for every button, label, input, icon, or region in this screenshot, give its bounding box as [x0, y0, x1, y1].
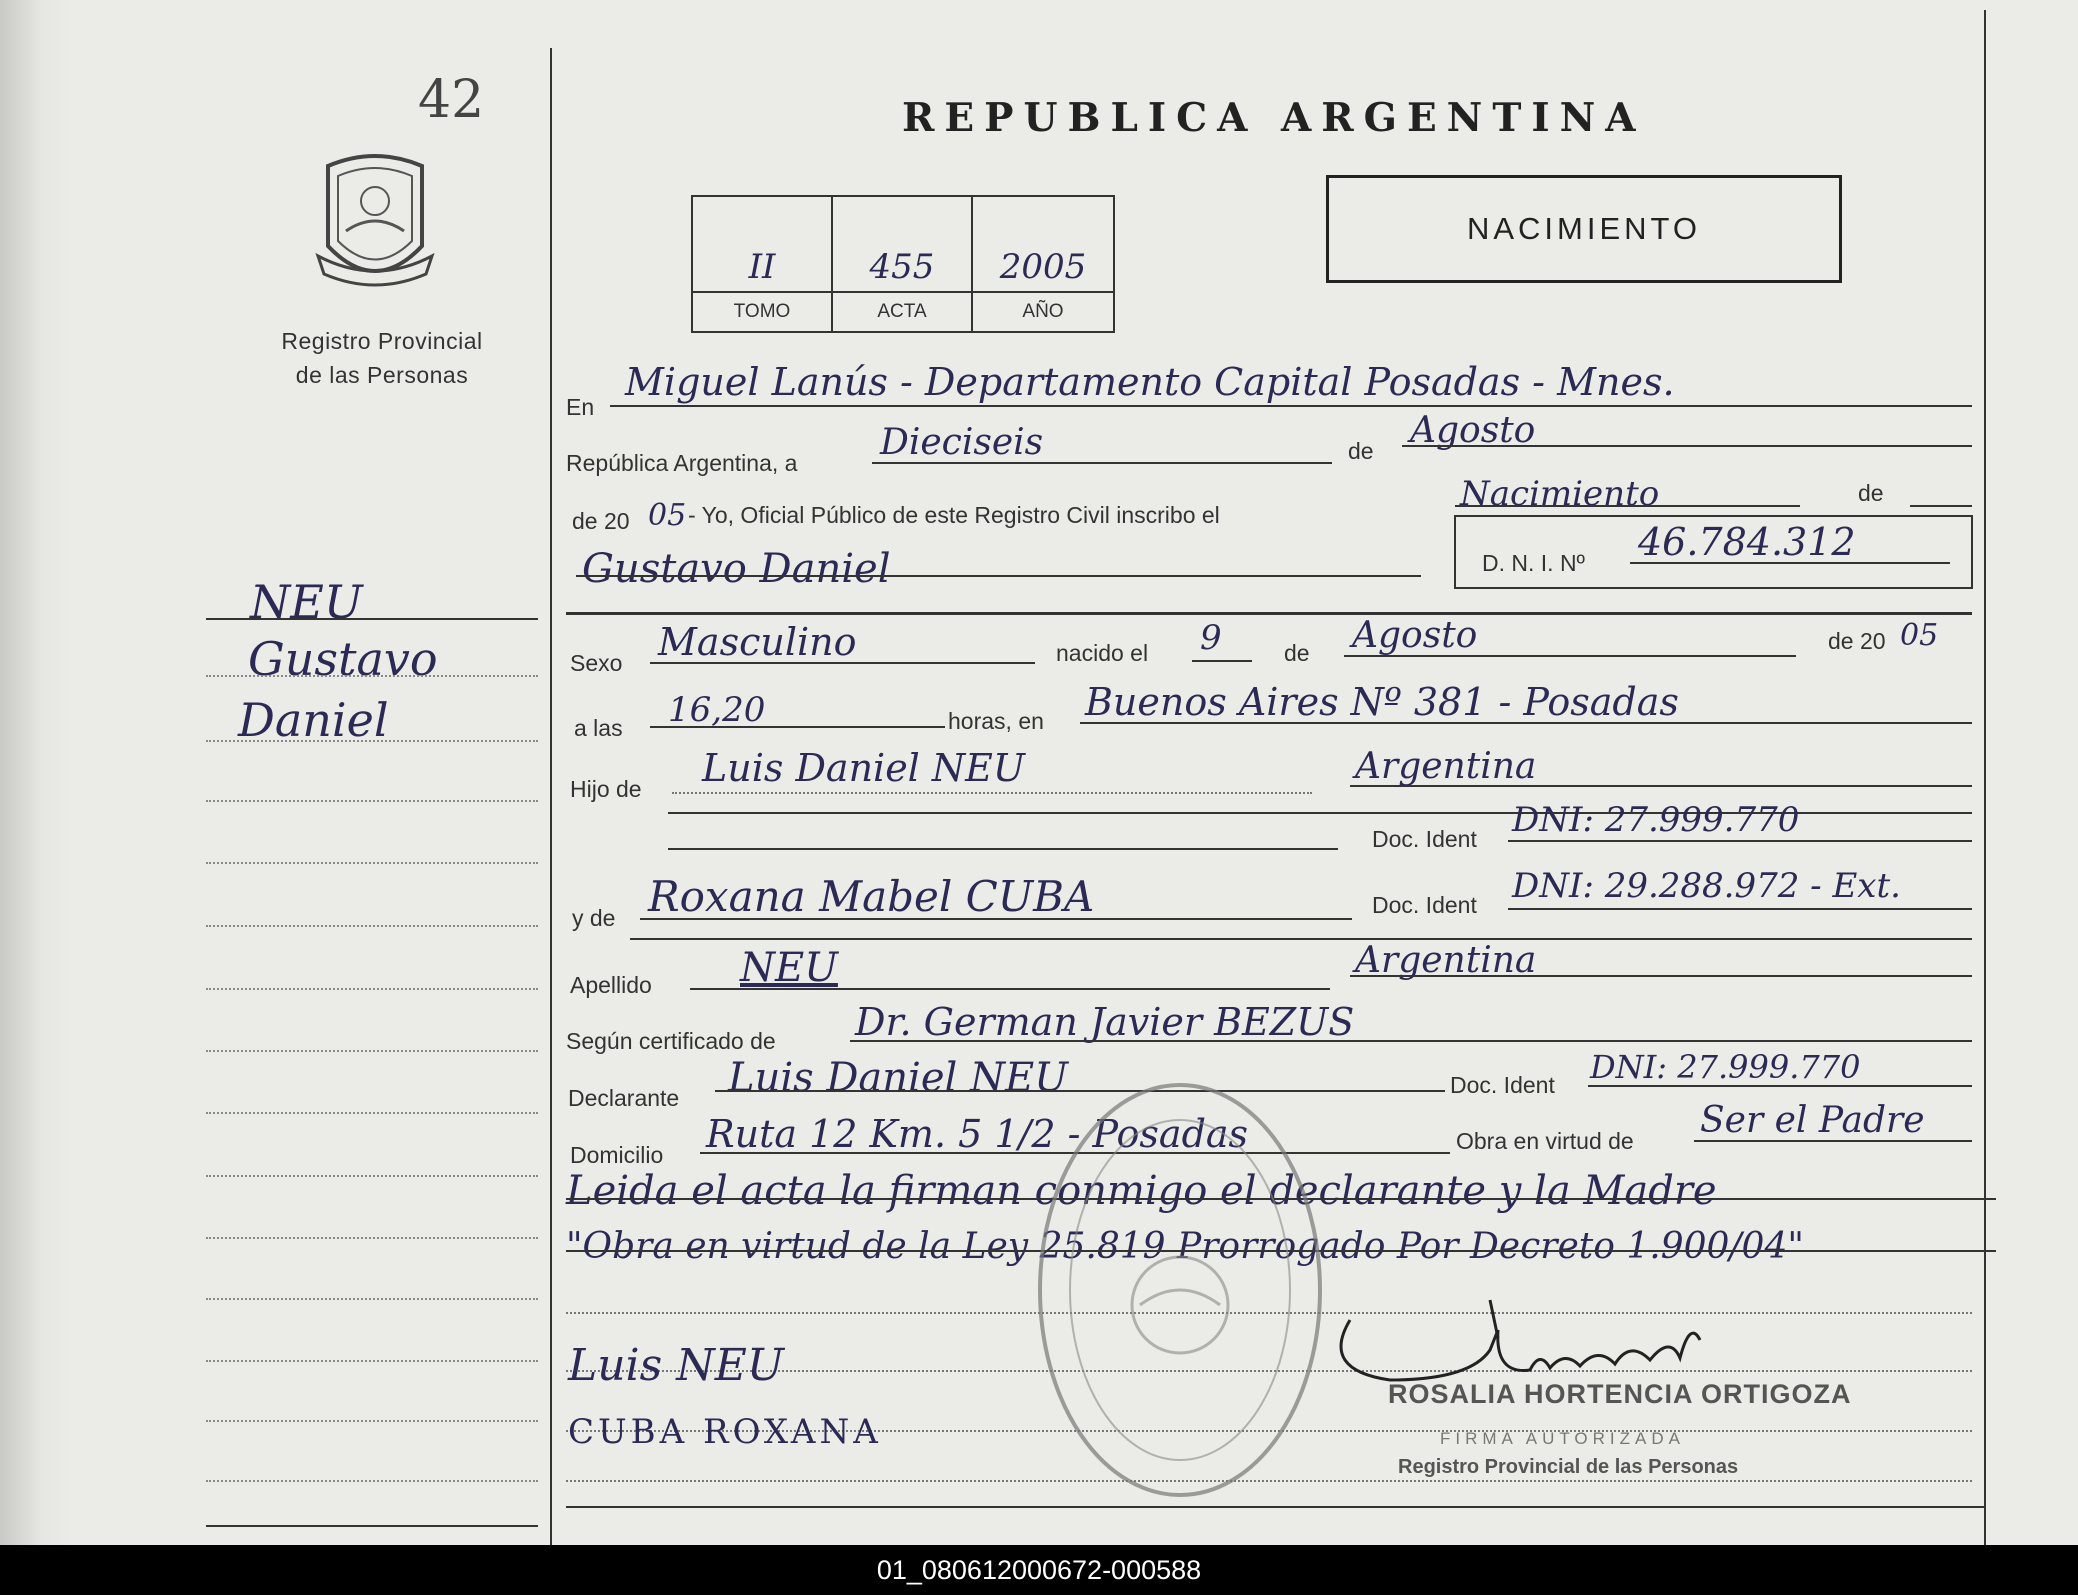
child-name-value: Gustavo Daniel: [582, 546, 891, 592]
margin-surname: NEU: [250, 575, 363, 629]
registry-name-line-2: de las Personas: [295, 362, 469, 388]
certificado-label: Según certificado de: [566, 1028, 776, 1054]
father-doc-value: DNI: 27.999.770: [1512, 800, 1800, 840]
month-value: Agosto: [1410, 410, 1536, 451]
year-prefix-label: de 20: [572, 508, 630, 534]
de-label-3: de: [1284, 640, 1310, 666]
registry-name-line-1: Registro Provincial: [281, 328, 483, 354]
page-binding-shadow: [0, 0, 70, 1545]
surname-line: [690, 988, 1330, 990]
margin-rule: [206, 618, 538, 620]
father-doc-leader-line: [668, 848, 1338, 850]
official-text: - Yo, Oficial Público de este Registro Civil inscribo el: [688, 502, 1220, 528]
mother-nationality-line: [1350, 975, 1972, 977]
place-value: Miguel Lanús - Departamento Capital Posadas - Mnes.: [625, 360, 1675, 404]
en-label: En: [566, 394, 595, 420]
mother-doc-value: DNI: 29.288.972 - Ext.: [1512, 866, 1901, 906]
sex-value: Masculino: [658, 620, 857, 664]
republic-label: República Argentina, a: [566, 450, 798, 476]
declarant-doc-value: DNI: 27.999.770: [1590, 1048, 1861, 1086]
month-line: [1402, 445, 1972, 447]
birth-year-suffix-value: 05: [1900, 618, 1939, 653]
birth-time-line: [650, 726, 945, 728]
horas-label: horas, en: [948, 708, 1044, 734]
acta-cell: [833, 197, 973, 331]
doctor-value: Dr. German Javier BEZUS: [855, 1000, 1355, 1044]
signature-mother: CUBA ROXANA: [568, 1412, 882, 1452]
birth-place-line: [1080, 722, 1972, 724]
a-las-label: a las: [574, 715, 623, 741]
page-right-border: [1984, 10, 1986, 1545]
section-rule: [566, 612, 1972, 615]
de-label: de: [1348, 438, 1374, 464]
note-line-2: "Obra en virtud de la Ley 25.819 Prorrogado Por Decreto 1.900/04": [566, 1226, 1804, 1267]
mother-nationality-value: Argentina: [1355, 940, 1537, 981]
ano-label: AÑO: [973, 291, 1113, 331]
obra-line: [1694, 1140, 1972, 1142]
sex-line: [650, 662, 1035, 664]
doctor-line: [850, 1040, 1972, 1042]
dni-label: D. N. I. Nº: [1482, 550, 1585, 576]
acta-label: ACTA: [833, 291, 971, 331]
father-doc-label: Doc. Ident: [1372, 826, 1477, 852]
birth-day-value: 9: [1200, 618, 1222, 658]
bottom-rule: [566, 1506, 1984, 1508]
place-line: [610, 405, 1972, 407]
registry-name: [232, 324, 532, 392]
hijo-label: Hijo de: [570, 776, 642, 802]
note-line-1: Leida el acta la firman conmigo el declarante y la Madre: [566, 1168, 1717, 1214]
de-line: [1910, 505, 1972, 507]
declarant-doc-line: [1588, 1085, 1972, 1087]
dni-value: 46.784.312: [1638, 520, 1856, 564]
apellido-label: Apellido: [570, 972, 652, 998]
birth-day-line: [1192, 660, 1252, 662]
sexo-label: Sexo: [570, 650, 623, 676]
child-name-line: [576, 575, 1421, 577]
ano-cell: [973, 197, 1113, 331]
tomo-value: II: [748, 247, 776, 287]
country-title: REPUBLICA ARGENTINA: [902, 95, 1646, 141]
registry-table: [691, 195, 1115, 333]
father-value: Luis Daniel NEU: [702, 746, 1025, 790]
birth-month-line: [1344, 655, 1796, 657]
surname-value: NEU: [740, 945, 838, 991]
official-name: ROSALIA HORTENCIA ORTIGOZA: [1388, 1379, 1852, 1409]
birth-place-value: Buenos Aires Nº 381 - Posadas: [1085, 680, 1679, 724]
ano-value: 2005: [999, 247, 1087, 287]
mother-doc-line: [1508, 908, 1972, 910]
mother-extra-line: [630, 938, 1972, 940]
declarante-label: Declarante: [568, 1085, 680, 1111]
acta-value: 455: [869, 247, 935, 287]
official-round-stamp-icon: [1030, 1075, 1330, 1505]
nacido-label: nacido el: [1056, 640, 1149, 666]
dni-line: [1630, 562, 1950, 564]
obra-label: Obra en virtud de: [1456, 1128, 1634, 1154]
mother-line: [640, 918, 1352, 920]
official-registry: Registro Provincial de las Personas: [1398, 1456, 1739, 1478]
father-line: [672, 792, 1312, 794]
tomo-cell: [693, 197, 833, 331]
mother-value: Roxana Mabel CUBA: [648, 872, 1095, 921]
event-line: [1455, 505, 1800, 507]
address-value: Ruta 12 Km. 5 1/2 - Posadas: [706, 1112, 1249, 1156]
father-doc-line: [1508, 840, 1972, 842]
province-seal-icon: [308, 146, 442, 294]
margin-given-name-2: Daniel: [238, 693, 389, 747]
birth-time-value: 16,20: [668, 690, 766, 730]
tomo-label: TOMO: [693, 291, 831, 331]
column-divider: [550, 48, 552, 1545]
signature-father: Luis NEU: [568, 1340, 784, 1391]
birth-month-value: Agosto: [1352, 615, 1478, 656]
margin-bottom-rule: [206, 1525, 538, 1527]
declarant-value: Luis Daniel NEU: [728, 1055, 1068, 1101]
record-type-box: NACIMIENTO: [1326, 175, 1842, 283]
de-label-2: de: [1858, 480, 1884, 506]
margin-given-name-1: Gustavo: [248, 632, 438, 686]
obra-value: Ser el Padre: [1700, 1100, 1925, 1141]
father-nationality-line: [1350, 785, 1972, 787]
event-value: Nacimiento: [1460, 474, 1660, 514]
y-de-label: y de: [572, 905, 616, 931]
year-suffix-value: 05: [648, 498, 687, 533]
declarant-doc-label: Doc. Ident: [1450, 1072, 1555, 1098]
day-words-value: Dieciseis: [880, 422, 1044, 463]
domicilio-label: Domicilio: [570, 1142, 664, 1168]
father-nationality-value: Argentina: [1355, 746, 1537, 787]
day-line: [872, 462, 1332, 464]
mother-doc-label: Doc. Ident: [1372, 892, 1477, 918]
image-caption: 01_080612000672-000588: [0, 1545, 2078, 1595]
official-role: FIRMA AUTORIZADA: [1440, 1429, 1685, 1448]
page-number: 42: [418, 70, 485, 130]
birth-year-prefix-label: de 20: [1828, 628, 1886, 654]
